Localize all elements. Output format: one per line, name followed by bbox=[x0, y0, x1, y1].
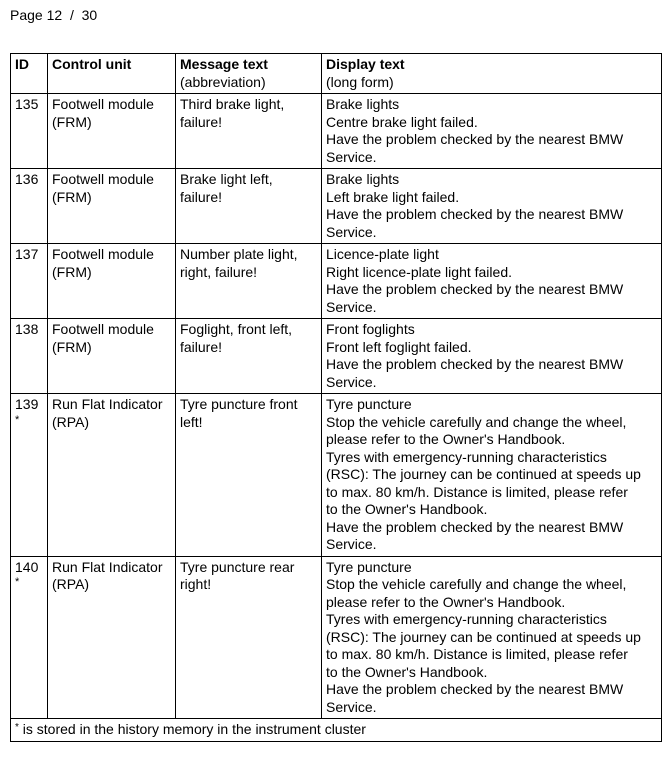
cell-message-text bbox=[176, 319, 322, 394]
header-message-text bbox=[176, 54, 322, 94]
header-id-label: ID bbox=[15, 56, 29, 72]
control-unit-line: (FRM) bbox=[52, 188, 92, 205]
display-text-line: Have the problem checked by the nearest BMW bbox=[326, 281, 624, 297]
header-message-text-sub: (abbreviation) bbox=[180, 73, 266, 90]
footnote-row bbox=[11, 719, 662, 742]
row-id: 137 bbox=[15, 246, 39, 262]
cell-display-text bbox=[322, 169, 662, 244]
row-id: 136 bbox=[15, 171, 39, 187]
row-id: 138 bbox=[15, 321, 39, 337]
header-display-text bbox=[322, 54, 662, 94]
display-text-line: Have the problem checked by the nearest BMW bbox=[326, 131, 624, 147]
footnote-cell bbox=[11, 719, 662, 742]
control-unit-line: Footwell module bbox=[52, 246, 154, 262]
check-control-message-table bbox=[10, 53, 662, 742]
display-text-line: Stop the vehicle carefully and change the wheel, bbox=[326, 413, 627, 430]
message-text-line: Foglight, front left, bbox=[180, 321, 293, 337]
footnote-text: is stored in the history memory in the instrument cluster bbox=[18, 721, 366, 737]
display-text-line: Stop the vehicle carefully and change the wheel, bbox=[326, 576, 627, 592]
message-text-line: Tyre puncture front bbox=[180, 396, 298, 412]
display-text-line: to the Owner's Handbook. bbox=[326, 501, 488, 517]
cell-control-unit bbox=[48, 94, 176, 169]
display-text-line: Service. bbox=[326, 298, 377, 315]
display-text-line: Have the problem checked by the nearest BMW bbox=[326, 518, 624, 535]
display-text-line: Licence-plate light bbox=[326, 246, 439, 262]
history-memory-marker: * bbox=[15, 413, 20, 426]
control-unit-line: Run Flat Indicator bbox=[52, 558, 163, 575]
message-text-line: Number plate light, bbox=[180, 246, 298, 262]
table-body bbox=[11, 94, 662, 719]
cell-control-unit bbox=[48, 556, 176, 719]
display-text-line: to max. 80 km/h. Distance is limited, please refer bbox=[326, 483, 628, 500]
header-message-text-label: Message text bbox=[180, 56, 268, 72]
cell-display-text bbox=[322, 244, 662, 319]
cell-id bbox=[11, 319, 48, 394]
display-text-line: Front foglights bbox=[326, 321, 415, 337]
display-text-line: Service. bbox=[326, 148, 377, 165]
row-id: 139 bbox=[15, 396, 39, 412]
display-text-line: (RSC): The journey can be continued at speeds up bbox=[326, 466, 641, 482]
display-text-line: to the Owner's Handbook. bbox=[326, 663, 488, 680]
display-text-line: Service. bbox=[326, 223, 377, 240]
message-text-line: Tyre puncture rear bbox=[180, 558, 295, 575]
display-text-line: Tyre puncture bbox=[326, 558, 412, 575]
cell-message-text bbox=[176, 394, 322, 557]
cell-control-unit bbox=[48, 394, 176, 557]
display-text-line: please refer to the Owner's Handbook. bbox=[326, 431, 566, 447]
cell-message-text bbox=[176, 244, 322, 319]
control-unit-line: (RPA) bbox=[52, 413, 90, 430]
cell-display-text bbox=[322, 394, 662, 557]
control-unit-line: (RPA) bbox=[52, 576, 90, 592]
display-text-line: Right licence-plate light failed. bbox=[326, 263, 512, 280]
cell-control-unit bbox=[48, 319, 176, 394]
display-text-line: Have the problem checked by the nearest BMW bbox=[326, 681, 624, 697]
cell-control-unit bbox=[48, 244, 176, 319]
table-row bbox=[11, 319, 662, 394]
message-text-line: failure! bbox=[180, 113, 223, 130]
header-control-unit-label: Control unit bbox=[52, 56, 132, 72]
message-text-line: failure! bbox=[180, 338, 223, 355]
cell-display-text bbox=[322, 319, 662, 394]
cell-message-text bbox=[176, 556, 322, 719]
display-text-line: (RSC): The journey can be continued at speeds up bbox=[326, 628, 641, 645]
message-text-line: Third brake light, bbox=[180, 96, 285, 112]
message-text-line: right, failure! bbox=[180, 263, 258, 280]
page-number: Page 12 / 30 bbox=[10, 7, 98, 23]
control-unit-line: (FRM) bbox=[52, 263, 92, 280]
table-row bbox=[11, 394, 662, 557]
display-text-line: Left brake light failed. bbox=[326, 188, 460, 205]
header-display-text-label: Display text bbox=[326, 56, 405, 72]
table-row bbox=[11, 94, 662, 169]
display-text-line: Brake lights bbox=[326, 171, 400, 187]
control-unit-line: Footwell module bbox=[52, 171, 154, 187]
cell-id bbox=[11, 94, 48, 169]
cell-message-text bbox=[176, 169, 322, 244]
message-text-line: Brake light left, bbox=[180, 171, 273, 187]
table-row bbox=[11, 169, 662, 244]
control-unit-line: Footwell module bbox=[52, 321, 154, 337]
display-text-line: Have the problem checked by the nearest BMW bbox=[326, 356, 624, 372]
display-text-line: Service. bbox=[326, 373, 377, 390]
control-unit-line: Footwell module bbox=[52, 96, 154, 112]
row-id: 135 bbox=[15, 96, 39, 112]
cell-id bbox=[11, 244, 48, 319]
message-text-line: left! bbox=[180, 413, 203, 430]
cell-id bbox=[11, 556, 48, 719]
cell-id bbox=[11, 394, 48, 557]
header-id bbox=[11, 54, 48, 94]
header-control-unit bbox=[48, 54, 176, 94]
table-row bbox=[11, 244, 662, 319]
display-text-line: Front left foglight failed. bbox=[326, 338, 472, 355]
cell-message-text bbox=[176, 94, 322, 169]
cell-display-text bbox=[322, 556, 662, 719]
message-text-line: failure! bbox=[180, 188, 223, 205]
display-text-line: to max. 80 km/h. Distance is limited, please refer bbox=[326, 646, 628, 662]
header-display-text-sub: (long form) bbox=[326, 73, 394, 90]
cell-display-text bbox=[322, 94, 662, 169]
control-unit-line: (FRM) bbox=[52, 113, 92, 130]
display-text-line: Have the problem checked by the nearest BMW bbox=[326, 206, 624, 222]
footnote-star: * bbox=[15, 722, 19, 733]
control-unit-line: (FRM) bbox=[52, 338, 92, 355]
display-text-line: Service. bbox=[326, 698, 377, 715]
row-id: 140 bbox=[15, 558, 39, 575]
display-text-line: Tyres with emergency-running characteristics bbox=[326, 611, 607, 627]
cell-id bbox=[11, 169, 48, 244]
table-row bbox=[11, 556, 662, 719]
message-text-line: right! bbox=[180, 576, 212, 592]
display-text-line: Tyre puncture bbox=[326, 396, 412, 412]
control-unit-line: Run Flat Indicator bbox=[52, 396, 163, 412]
cell-control-unit bbox=[48, 169, 176, 244]
display-text-line: Centre brake light failed. bbox=[326, 113, 478, 130]
display-text-line: Brake lights bbox=[326, 96, 400, 112]
display-text-line: please refer to the Owner's Handbook. bbox=[326, 593, 566, 610]
display-text-line: Service. bbox=[326, 536, 377, 552]
history-memory-marker: * bbox=[15, 576, 20, 588]
table-header-row bbox=[11, 54, 662, 94]
display-text-line: Tyres with emergency-running characteristics bbox=[326, 448, 607, 465]
